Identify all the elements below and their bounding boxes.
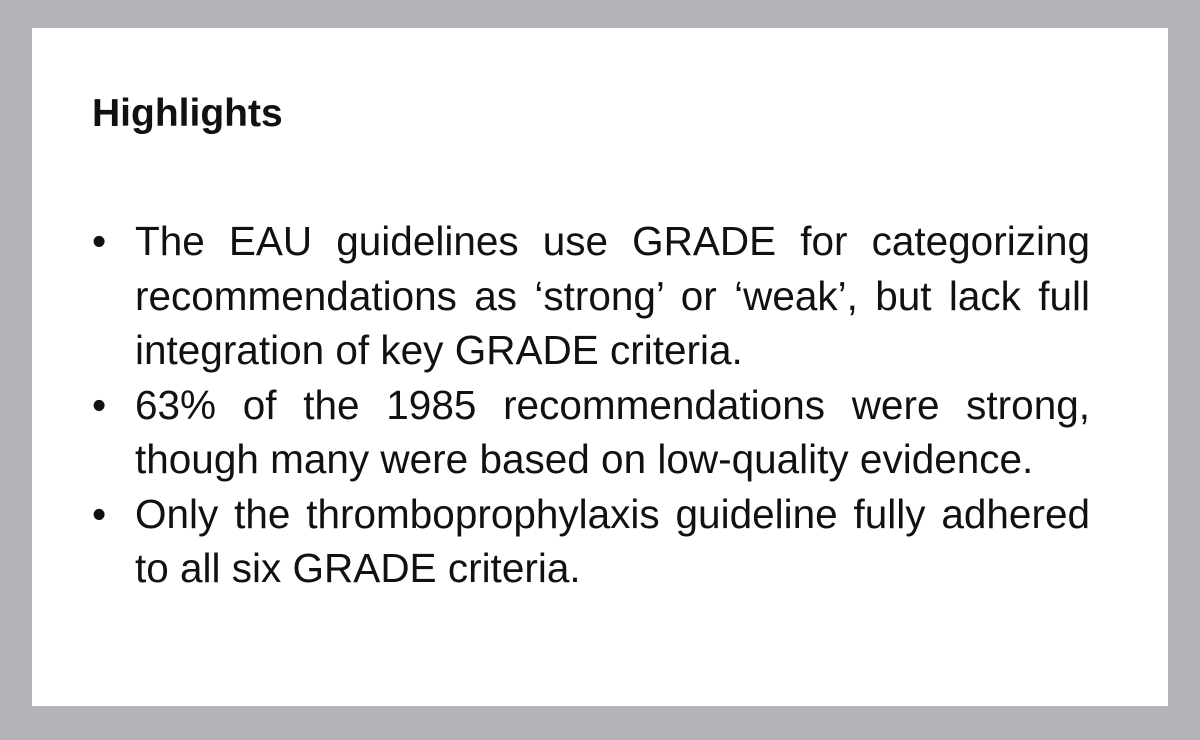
bullet-marker: • [92,218,107,264]
highlights-title: Highlights [92,92,283,135]
bullet-text: 63% of the 1985 recommendations were strong, though many were based on low-quality evidence. [135,381,1090,482]
bullet-marker: • [92,490,107,537]
list-item [92,214,1090,378]
list-item [92,378,1090,487]
bullet-text: The EAU guidelines use GRADE for categorizing recommendations as ‘strong’ or ‘weak’, but lack full integration of key GRADE criteria. [135,218,1090,373]
highlights-list [92,214,1090,596]
list-item [92,487,1090,596]
highlights-panel [32,28,1168,706]
bullet-marker: • [92,381,107,428]
bullet-text: Only the thromboprophylaxis guideline fully adhered to all six GRADE criteria. [135,490,1090,591]
